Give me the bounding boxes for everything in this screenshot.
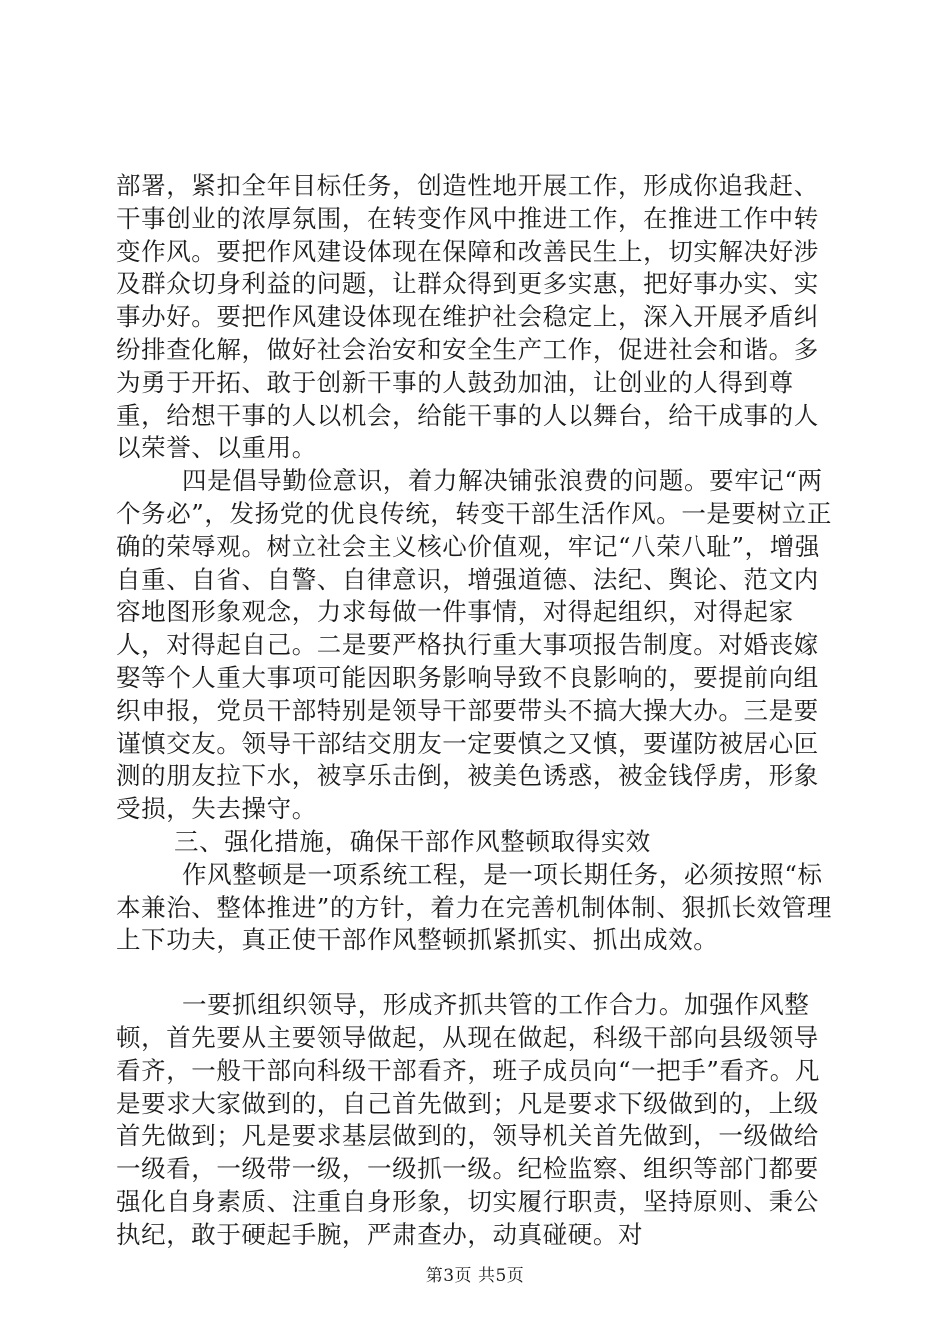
paragraph-continuation: 部署，紧扣全年目标任务，创造性地开展工作，形成你追我赶、干事创业的浓厚氛围，在转变作风中推进工作，在推进工作中转变作风。要把作风建设体现在保障和改善民生上，切实解决好涉及群众切身利益的问题，让群众得到更多实惠，把好事办实、实事办好。要把作风建设体现在维护社会稳定上，深入开展矛盾纠纷排查化解，做好社会治安和安全生产工作，促进社会和谐。多为勇于开拓、敢于创新干事的人鼓劲加油，让创业的人得到尊重，给想干事的人以机会，给能干事的人以舞台，给干成事的人以荣誉、以重用。 (116, 171, 819, 463)
paragraph-rectification-intro: 作风整顿是一项系统工程，是一项长期任务，必须按照“标本兼治、整体推进”的方针，着力在完善机制体制、狠抓长效管理上下功夫，真正使干部作风整顿抓紧抓实、抓出成效。 (116, 859, 832, 955)
section-heading-measures: 三、强化措施，确保干部作风整顿取得实效 (174, 826, 651, 856)
paragraph-organizational-leadership: 一要抓组织领导，形成齐抓共管的工作合力。加强作风整顿，首先要从主要领导做起，从现在做起，科级干部向县级领导看齐，一般干部向科级干部看齐，班子成员向“一把手”看齐。凡是要求大家做到的，自己首先做到；凡是要求下级做到的，上级首先做到；凡是要求基层做到的，领导机关首先做到，一级做给一级看，一级带一级，一级抓一级。纪检监察、组织等部门都要强化自身素质、注重自身形象，切实履行职责，坚持原则、秉公执纪，敢于硬起手腕，严肃查办，动真碰硬。对 (116, 990, 820, 1249)
paragraph-diligence-thrift: 四是倡导勤俭意识，着力解决铺张浪费的问题。要牢记“两个务必”，发扬党的优良传统，转变干部生活作风。一是要树立正确的荣辱观。树立社会主义核心价值观，牢记“八荣八耻”，增强自重、自省、自警、自律意识，增强道德、法纪、舆论、范文内容地图形象观念，力求每做一件事情，对得起组织，对得起家人，对得起自己。二是要严格执行重大事项报告制度。对婚丧嫁娶等个人重大事项可能因职务影响导致不良影响的，要提前向组织申报，党员干部特别是领导干部要带头不搞大操大办。三是要谨慎交友。领导干部结交朋友一定要慎之又慎，要谨防被居心叵测的朋友拉下水，被享乐击倒，被美色诱惑，被金钱俘虏，形象受损，失去操守。 (116, 466, 832, 824)
page-number-footer: 第3页 共5页 (425, 1266, 525, 1286)
document-body (116, 170, 836, 1252)
